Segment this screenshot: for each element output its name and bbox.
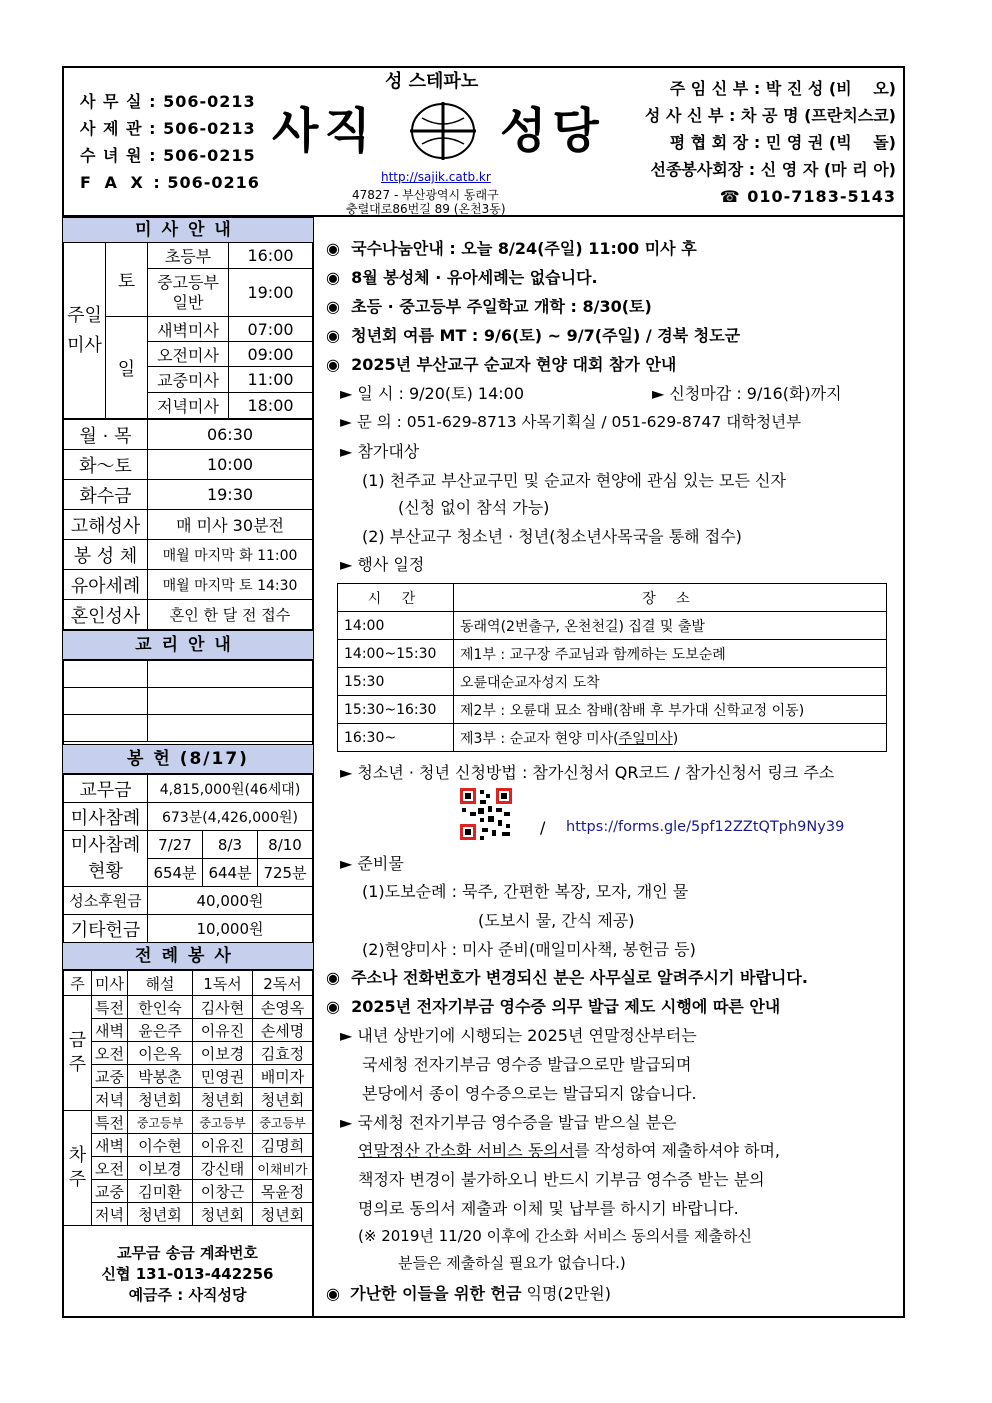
weekday-mass-table: [63, 419, 313, 630]
bullet-icon: ◉: [326, 1284, 340, 1303]
this-week-label: 금주: [64, 996, 92, 1111]
schedule-place: 제3부 : 순교자 현양 미사(주일미사): [454, 724, 887, 752]
application-link[interactable]: https://forms.gle/5pf12ZZtQTph9Ny39: [566, 819, 845, 835]
liturgy-cell: 청년회: [128, 1203, 193, 1226]
liturgy-cell: 김효정: [253, 1042, 313, 1065]
notice-7: ◉ 2025년 전자기부금 영수증 의무 발급 제도 시행에 따른 안내: [326, 997, 781, 1016]
schedule-time: 14:00: [338, 612, 454, 640]
mass-time: 16:00: [229, 243, 313, 269]
liturgy-cell: 청년회: [193, 1203, 253, 1226]
notice-5: ◉ 2025년 부산교구 순교자 현양 대회 참가 안내: [326, 355, 677, 374]
arrow-icon: ►: [340, 555, 353, 574]
notice-4: ◉ 청년회 여름 MT : 9/6(토) ~ 9/7(주일) / 경북 청도군: [326, 326, 741, 345]
weekday-value: 혼인 한 달 전 접수: [148, 600, 313, 630]
arrow-icon: ►: [340, 413, 352, 431]
attendance-count: 644분: [203, 859, 258, 887]
receipt-b2: 연말정산 간소화 서비스 동의서를 작성하여 제출하셔야 하며,: [358, 1141, 781, 1160]
liturgy-cell: 새벽: [92, 1134, 128, 1157]
schedule-place: 동래역(2번출구, 온천천길) 집결 및 출발: [454, 612, 887, 640]
schedule-time: 14:00~15:30: [338, 640, 454, 668]
sunday-day-label: 일: [106, 317, 148, 419]
liturgy-cell: 중고등부: [253, 1111, 313, 1134]
arrow-icon: ►: [340, 1113, 353, 1132]
weekday-value: 매월 마지막 토 14:30: [148, 570, 313, 600]
doctrine-cell: [64, 661, 148, 688]
bullet-icon: ◉: [326, 326, 340, 345]
parish-title-left: 사직: [272, 103, 377, 159]
liturgy-cell: 중고등부: [193, 1111, 253, 1134]
clergy-funeral: 선종봉사회장 : 신 영 자 (마 리 아): [650, 160, 896, 179]
weekday-label: 유아세례: [64, 570, 148, 600]
liturgy-cell: 민영권: [193, 1065, 253, 1088]
liturgy-col-head: 2독서: [253, 971, 313, 996]
account-holder: 예금주 : 사직성당: [128, 1286, 247, 1304]
liturgy-cell: 교중: [92, 1065, 128, 1088]
liturgy-cell: 청년회: [193, 1088, 253, 1111]
liturgy-col-head: 미사: [92, 971, 128, 996]
liturgy-cell: 특전: [92, 1111, 128, 1134]
arrow-icon: ►: [652, 384, 665, 403]
offering-value: 673분(4,426,000원): [148, 803, 313, 831]
liturgy-cell: 이창근: [193, 1180, 253, 1203]
liturgy-cell: 이보경: [193, 1042, 253, 1065]
liturgy-cell: 교중: [92, 1180, 128, 1203]
liturgy-table: [63, 970, 313, 1226]
weekday-value: 매 미사 30분전: [148, 510, 313, 540]
liturgy-cell: 청년회: [253, 1203, 313, 1226]
liturgy-cell: 배미자: [253, 1065, 313, 1088]
mass-name: 새벽미사: [148, 317, 229, 342]
liturgy-cell: 특전: [92, 996, 128, 1019]
clergy-priest: 성 사 신 부 : 차 공 명 (프란치스코): [644, 106, 896, 125]
schedule-head-time: 시 간: [338, 584, 454, 612]
offering-label: 성소후원금: [64, 887, 148, 915]
weekday-value: 19:30: [148, 480, 313, 510]
weekday-label: 월 · 목: [64, 420, 148, 450]
doctrine-cell: [64, 715, 148, 742]
weekday-label: 화수금: [64, 480, 148, 510]
schedule-place: 제1부 : 교구장 주교님과 함께하는 도보순례: [454, 640, 887, 668]
prep-title: ► 준비물: [340, 854, 404, 873]
event-target-2: (2) 부산교구 청소년 · 청년(청소년사목국을 통해 접수): [362, 527, 742, 546]
schedule-place: 제2부 : 오륜대 묘소 참배(참배 후 부가대 신학교정 이동): [454, 696, 887, 724]
mass-time: 09:00: [229, 342, 313, 367]
arrow-icon: ►: [340, 763, 353, 782]
weekday-value: 매월 마지막 화 11:00: [148, 540, 313, 570]
doctrine-cell: [148, 688, 313, 715]
arrow-icon: ►: [340, 854, 353, 873]
arrow-icon: ►: [340, 442, 353, 461]
contact-list: [80, 88, 260, 196]
receipt-a1: ► 내년 상반기에 시행되는 2025년 연말정산부터는: [340, 1026, 697, 1045]
receipt-a3: 본당에서 종이 영수증으로는 발급되지 않습니다.: [362, 1084, 697, 1103]
contact-office: 사 무 실 : 506-0213: [80, 92, 256, 111]
arrow-icon: ►: [340, 384, 353, 403]
liturgy-col-head: 해설: [128, 971, 193, 996]
liturgy-heading: 전례봉사: [63, 942, 313, 970]
bullet-icon: ◉: [326, 355, 340, 374]
notice-8: ◉ 가난한 이들을 위한 헌금 익명(2만원): [326, 1284, 612, 1303]
mass-name: 오전미사: [148, 342, 229, 367]
notice-2: ◉ 8월 봉성체 · 유아세례는 없습니다.: [326, 268, 598, 287]
event-contact: ► 문 의 : 051-629-8713 사목기획실 / 051-629-8747 대학청년부: [340, 413, 802, 431]
qr-code-icon[interactable]: [458, 786, 514, 842]
doctrine-table: [63, 660, 313, 742]
doctrine-cell: [64, 688, 148, 715]
liturgy-cell: 이보경: [128, 1157, 193, 1180]
prep-mass: (2)현양미사 : 미사 준비(매일미사책, 봉헌금 등): [362, 940, 696, 959]
liturgy-cell: 저녁: [92, 1088, 128, 1111]
bullet-icon: ◉: [326, 268, 340, 287]
weekday-label: 화～토: [64, 450, 148, 480]
mass-name: 교중미사: [148, 367, 229, 393]
liturgy-cell: 오전: [92, 1042, 128, 1065]
schedule-place: 오륜대순교자성지 도착: [454, 668, 887, 696]
contact-convent: 수 녀 원 : 506-0215: [80, 146, 256, 165]
doctrine-cell: [148, 661, 313, 688]
mass-name: 초등부: [148, 243, 229, 269]
receipt-c1: (※ 2019년 11/20 이후에 간소화 서비스 동의서를 제출하신: [358, 1227, 753, 1245]
notices-lower: [326, 0, 904, 1318]
website-link[interactable]: http://sajik.catb.kr: [381, 170, 491, 184]
liturgy-cell: 윤은주: [128, 1019, 193, 1042]
clergy-council: 평 협 회 장 : 민 영 권 (빅 돌): [669, 133, 896, 152]
liturgy-cell: 이유진: [193, 1019, 253, 1042]
weekday-value: 10:00: [148, 450, 313, 480]
mass-time: 18:00: [229, 393, 313, 419]
contact-rectory: 사 제 관 : 506-0213: [80, 119, 256, 138]
bullet-icon: ◉: [326, 297, 340, 316]
attendance-count: 725분: [258, 859, 313, 887]
mass-time: 07:00: [229, 317, 313, 342]
next-week-label: 차주: [64, 1111, 92, 1226]
weekday-label: 고해성사: [64, 510, 148, 540]
sunday-mass-table: [63, 242, 313, 419]
bullet-icon: ◉: [326, 997, 340, 1016]
prep-walk: (1)도보순례 : 묵주, 간편한 복장, 모자, 개인 물: [362, 882, 689, 901]
event-target-1: (1) 천주교 부산교구민 및 순교자 현양에 관심 있는 모든 신자: [362, 471, 786, 490]
sunday-mass-label: 주일미사: [64, 243, 106, 419]
mass-time: 11:00: [229, 367, 313, 393]
liturgy-cell: 저녁: [92, 1203, 128, 1226]
liturgy-cell: 목윤정: [253, 1180, 313, 1203]
mass-name: 중고등부 일반: [148, 269, 229, 317]
liturgy-cell: 손세명: [253, 1019, 313, 1042]
bullet-icon: ◉: [326, 239, 340, 258]
attendance-label: 미사참례 현황: [64, 831, 148, 887]
liturgy-cell: 청년회: [253, 1088, 313, 1111]
link-separator: /: [540, 818, 546, 837]
receipt-a2: 국세청 전자기부금 영수증 발급으로만 발급되며: [362, 1055, 692, 1074]
offering-label: 미사참례: [64, 803, 148, 831]
liturgy-cell: 강신태: [193, 1157, 253, 1180]
offering-label: 교무금: [64, 775, 148, 803]
receipt-b3: 책정자 변경이 불가하오니 반드시 기부금 영수증 받는 분의: [358, 1170, 765, 1189]
notice-6: ◉ 주소나 전화번호가 변경되신 분은 사무실로 알려주시기 바랍니다.: [326, 968, 808, 987]
arrow-icon: ►: [340, 1026, 353, 1045]
schedule-time: 16:30~: [338, 724, 454, 752]
offering-label: 기타헌금: [64, 915, 148, 943]
liturgy-cell: 이유진: [193, 1134, 253, 1157]
attendance-date: 7/27: [148, 831, 203, 859]
liturgy-cell: 중고등부: [128, 1111, 193, 1134]
contact-fax: F A X : 506-0216: [80, 173, 260, 192]
liturgy-cell: 김명희: [253, 1134, 313, 1157]
attendance-date: 8/3: [203, 831, 258, 859]
bullet-icon: ◉: [326, 968, 340, 987]
liturgy-cell: 이은옥: [128, 1042, 193, 1065]
address-line2: 충렬대로86번길 89 (온천3동): [346, 202, 506, 216]
liturgy-col-head: 주: [64, 971, 92, 996]
clergy-pastor: 주 임 신 부 : 박 진 성 (비 오): [669, 79, 896, 98]
attendance-count: 654분: [148, 859, 203, 887]
prep-walk-note: (도보시 물, 간식 제공): [478, 911, 635, 930]
liturgy-col-head: 1독서: [193, 971, 253, 996]
event-target-1-note: (신청 없이 참석 가능): [398, 498, 550, 517]
schedule-head-place: 장 소: [454, 584, 887, 612]
parish-subtitle: 성 스테파노: [385, 71, 479, 92]
attendance-date: 8/10: [258, 831, 313, 859]
apply-method: ► 청소년 · 청년 신청방법 : 참가신청서 QR코드 / 참가신청서 링크 주소: [340, 763, 835, 782]
notice-1: ◉ 국수나눔안내 : 오늘 8/24(주일) 11:00 미사 후: [326, 239, 697, 258]
liturgy-cell: 한인숙: [128, 996, 193, 1019]
receipt-b4: 명의로 동의서 제출과 이체 및 납부를 하시기 바랍니다.: [358, 1199, 739, 1218]
parish-title-right: 성당: [500, 103, 605, 159]
weekday-value: 06:30: [148, 420, 313, 450]
mass-name: 저녁미사: [148, 393, 229, 419]
parish-phone: ☎ 010-7183-5143: [719, 187, 896, 206]
schedule-time: 15:30~16:30: [338, 696, 454, 724]
offering-table: [63, 774, 313, 943]
weekday-label: 봉 성 체: [64, 540, 148, 570]
event-date: ► 일 시 : 9/20(토) 14:00: [340, 384, 525, 403]
offering-value: 4,815,000원(46세대): [148, 775, 313, 803]
liturgy-cell: 이수현: [128, 1134, 193, 1157]
offering-heading: 봉 헌 (8/17): [63, 744, 313, 774]
receipt-b1: ► 국세청 전자기부금 영수증을 발급 받으실 분은: [340, 1113, 677, 1132]
liturgy-cell: 박봉춘: [128, 1065, 193, 1088]
saturday-label: 토: [106, 243, 148, 317]
doctrine-cell: [148, 715, 313, 742]
event-schedule-title: ► 행사 일정: [340, 555, 425, 574]
account-info: [63, 1243, 312, 1306]
account-title: 교무금 송금 계좌번호: [117, 1244, 258, 1262]
liturgy-cell: 오전: [92, 1157, 128, 1180]
liturgy-cell: 새벽: [92, 1019, 128, 1042]
liturgy-cell: 김미환: [128, 1180, 193, 1203]
liturgy-cell: 김사현: [193, 996, 253, 1019]
mass-heading: 미사안내: [63, 217, 313, 243]
address-line1: 47827 - 부산광역시 동래구: [352, 188, 499, 202]
receipt-c2: 분들은 제출하실 필요가 없습니다.): [398, 1254, 626, 1272]
liturgy-cell: 손영옥: [253, 996, 313, 1019]
weekday-label: 혼인성사: [64, 600, 148, 630]
schedule-time: 15:30: [338, 668, 454, 696]
doctrine-heading: 교리안내: [63, 630, 313, 660]
liturgy-cell: 청년회: [128, 1088, 193, 1111]
notice-3: ◉ 초등 · 중고등부 주일학교 개학 : 8/30(토): [326, 297, 652, 316]
event-deadline: ► 신청마감 : 9/16(화)까지: [652, 384, 842, 403]
liturgy-cell: 이채비가: [253, 1157, 313, 1180]
offering-value: 10,000원: [148, 915, 313, 943]
account-number: 신협 131-013-442256: [101, 1265, 274, 1283]
offering-value: 40,000원: [148, 887, 313, 915]
mass-time: 19:00: [229, 269, 313, 317]
event-target: ► 참가대상: [340, 442, 420, 461]
